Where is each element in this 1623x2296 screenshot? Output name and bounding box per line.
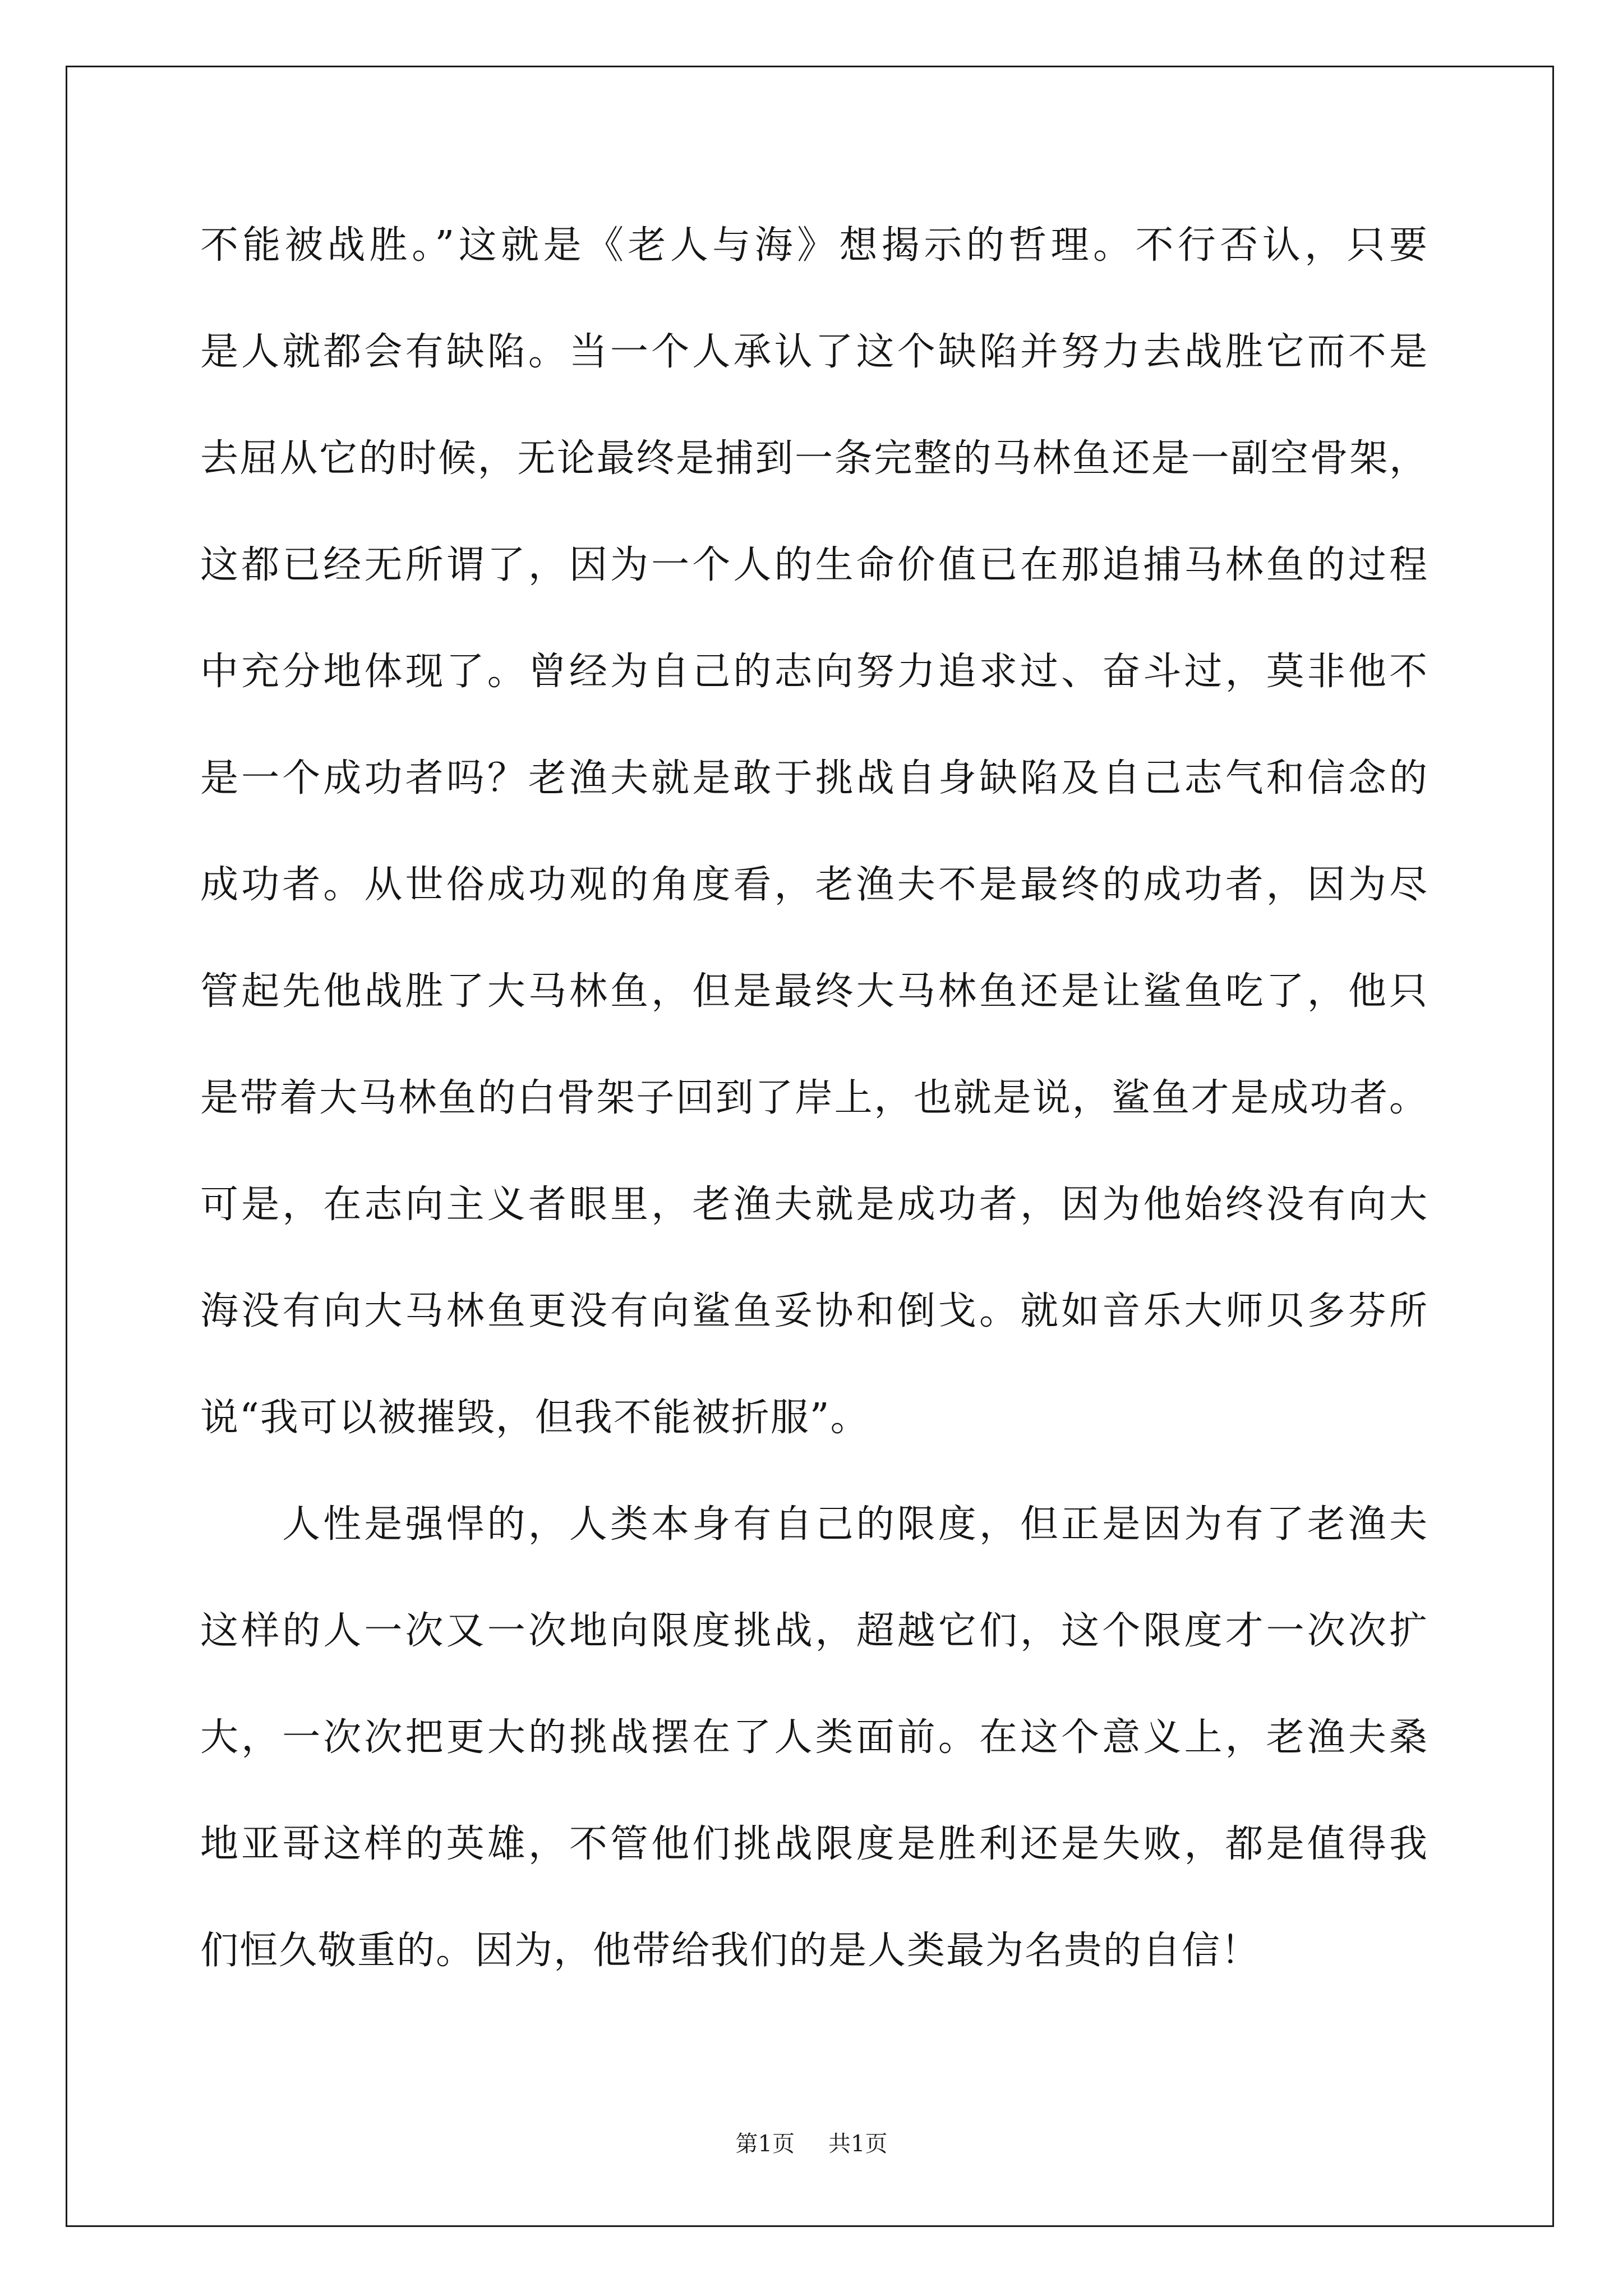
- text-line: 说“我可以被摧毁，但我不能被折服”。: [200, 1396, 870, 1440]
- text-line: 这样的人一次又一次地向限度挑战，超越它们，这个限度才一次次扩: [200, 1609, 1428, 1653]
- text-line: 海没有向大马林鱼更没有向鲨鱼妥协和倒戈。就如音乐大师贝多芬所: [200, 1289, 1428, 1333]
- text-line: 不能被战胜。”这就是《老人与海》想揭示的哲理。不行否认，只要: [200, 223, 1428, 268]
- text-line: 管起先他战胜了大马林鱼，但是最终大马林鱼还是让鲨鱼吃了，他只: [200, 969, 1428, 1014]
- current-page-label: 第1页: [735, 2131, 795, 2157]
- page-number: [0, 2130, 1623, 2158]
- document-body: [200, 192, 1428, 2004]
- text-line: 这都已经无所谓了，因为一个人的生命价值已在那追捕马林鱼的过程: [200, 543, 1428, 587]
- text-line: 地亚哥这样的英雄，不管他们挑战限度是胜利还是失败，都是值得我: [200, 1822, 1428, 1866]
- text-line: 去屈从它的时候，无论最终是捕到一条完整的马林鱼还是一副空骨架，: [200, 436, 1428, 481]
- text-line: 们恒久敬重的。因为，他带给我们的是人类最为名贵的自信！: [200, 1929, 1261, 1973]
- total-pages-label: 共1页: [828, 2131, 888, 2157]
- text-line: 中充分地体现了。曾经为自己的志向努力追求过、奋斗过，莫非他不: [200, 650, 1428, 694]
- paragraph: [200, 192, 1428, 1471]
- text-line: 是一个成功者吗？老渔夫就是敢于挑战自身缺陷及自己志气和信念的: [200, 756, 1428, 800]
- text-line: 成功者。从世俗成功观的角度看，老渔夫不是最终的成功者，因为尽: [200, 863, 1428, 907]
- text-line: 可是，在志向主义者眼里，老渔夫就是成功者，因为他始终没有向大: [200, 1182, 1428, 1227]
- text-line: 是人就都会有缺陷。当一个人承认了这个缺陷并努力去战胜它而不是: [200, 330, 1428, 374]
- text-line: 大，一次次把更大的挑战摆在了人类面前。在这个意义上，老渔夫桑: [200, 1715, 1428, 1760]
- text-line: 人性是强悍的，人类本身有自己的限度，但正是因为有了老渔夫: [282, 1502, 1428, 1547]
- text-line: 是带着大马林鱼的白骨架子回到了岸上，也就是说，鲨鱼才是成功者。: [200, 1076, 1428, 1120]
- paragraph: [200, 1471, 1428, 2004]
